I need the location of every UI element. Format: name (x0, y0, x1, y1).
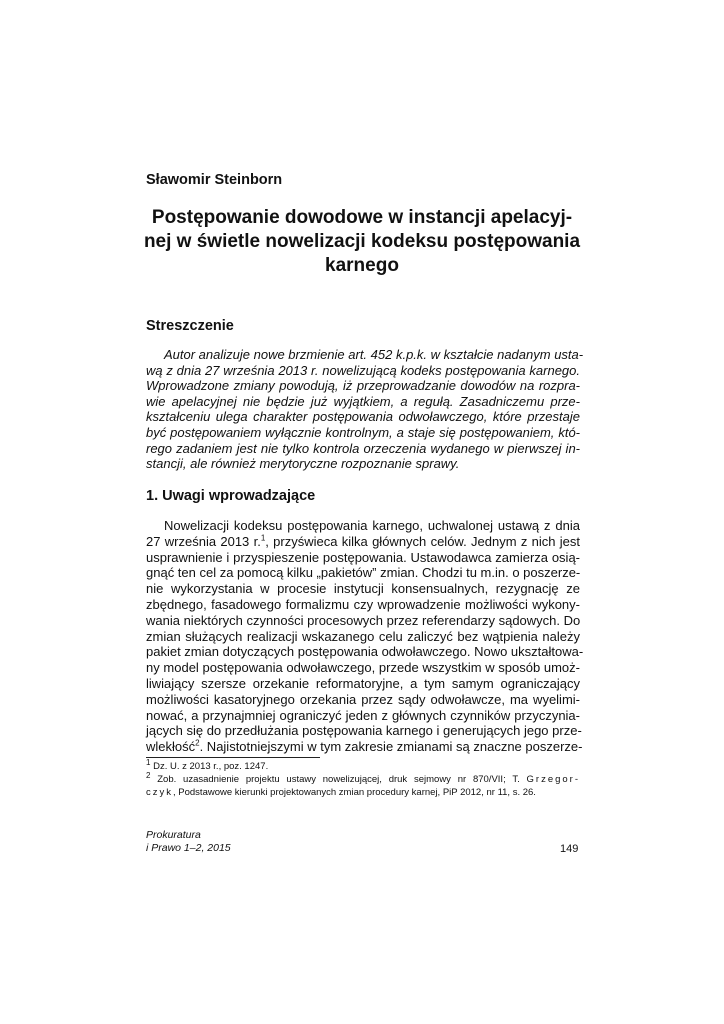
abstract-line: Autor analizuje nowe brzmienie art. 452 k.p.k. w kształcie nadanym usta- (164, 347, 584, 362)
footnote-line (146, 787, 580, 800)
body-line: zmian służących realizacji wskazanego celu zaliczyć bez wątpienia należy (146, 628, 580, 644)
title-line: nej w świetle nowelizacji kodeksu postępowania (143, 231, 581, 252)
body-line: wania niektórych czynności procesowych przez referendarzy sądowych. Do (146, 612, 581, 628)
body-line: jących się do przedłużania postępowania karnego i generujących jego prze- (146, 723, 582, 739)
abstract-line: wie apelacyjnej nie będzie już wyjątkiem, a regułą. Zasadniczemu prze- (146, 393, 580, 409)
footnote-line (146, 770, 580, 787)
abstract-line: kształceniu ulega charakter postępowania odwoławczego, które przestaje (146, 409, 580, 425)
footnote-author: Grzegor- (526, 774, 580, 785)
footnote-separator (146, 757, 320, 758)
journal-line: Prokuratura (146, 829, 201, 841)
abstract-line: Wprowadzone zmiany powodują, iż przeprowadzanie dowodów na rozpra- (146, 378, 580, 394)
abstract-line: być postępowaniem wyłącznie kontrolnym, a staje się postępowaniem, któ- (146, 424, 580, 440)
section-heading: 1. Uwagi wprowadzające (146, 488, 316, 504)
page-number: 149 (560, 843, 579, 855)
abstract-heading: Streszczenie (146, 318, 234, 334)
abstract-line: wą z dnia 27 września 2013 r. nowelizującą kodeks postępowania karnego. (146, 362, 580, 378)
footnote-text: Zob. uzasadnienie projektu ustawy nowelizującej, druk sejmowy nr 870/VII; T. (150, 774, 527, 785)
journal-name (146, 829, 231, 854)
body-line: Nowelizacji kodeksu postępowania karnego, uchwalonej ustawą z dnia (164, 518, 580, 533)
body-line: zbędnego, fasadowego formalizmu czy wprowadzenie możliwości wykony- (146, 596, 580, 612)
footnote-number: 1 (146, 757, 151, 767)
title-line: Postępowanie dowodowe w instancji apelacyj- (151, 207, 573, 228)
journal-line: i Prawo 1–2, 2015 (146, 841, 231, 854)
footnote-ref-1: 1 (260, 533, 266, 543)
footnote-author: czyk (146, 786, 173, 798)
body-line: gnąć ten cel za pomocą kilku „pakietów” zmian. Chodzi tu m.in. o poszerze- (146, 565, 581, 581)
body-line: liwiający szersze orzekanie reformatoryjne, a tym samym ograniczający (146, 675, 580, 691)
footnote-line (146, 757, 580, 774)
author-name: Sławomir Steinborn (146, 172, 283, 188)
footnote-ref-2: 2 (195, 738, 200, 748)
body-line (146, 738, 583, 755)
abstract-text (146, 347, 584, 472)
body-line: nie wykorzystania w procesie instytucji konsensualnych, rezygnację ze (146, 581, 580, 597)
body-text-run: 27 września 2013 r. (146, 533, 261, 549)
body-line: ny model postępowania odwoławczego, przede wszystkim w sposób umoż- (146, 660, 580, 676)
footnote-1 (146, 757, 580, 774)
footnote-number: 2 (146, 770, 151, 780)
footnote-text: Dz. U. z 2013 r., poz. 1247. (150, 761, 269, 772)
body-line: możliwości kasatoryjnego orzekania przez sądy odwoławcze, ma wyelimi- (146, 691, 580, 707)
body-line: usprawnienie i przyspieszenie postępowania. Ustawodawca zamierza osią- (146, 549, 580, 565)
body-line: pakiet zmian dotyczących postępowania odwoławczego. Nowo ukształtowa- (146, 644, 584, 660)
title-line: karnego (325, 255, 399, 276)
abstract-line: rego zadaniem jest nie tylko kontrola orzeczenia wydanego w pierwszej in- (146, 440, 580, 456)
body-line: nować, a przynajmniej ograniczyć jeden z głównych czynników przyczynia- (146, 707, 580, 723)
body-line (146, 534, 580, 550)
body-text-run: . Najistotniejszymi w tym zakresie zmianami są znaczne poszerze- (199, 739, 583, 755)
footnote-text: , Podstawowe kierunki projektowanych zmian procedury karnej, PiP 2012, nr 11, s. 26. (173, 786, 536, 798)
body-text (146, 518, 584, 755)
body-text-run: wlekłość (146, 739, 196, 755)
article-title (128, 206, 596, 278)
body-text-run: , przyświeca kilka głównych celów. Jednym z nich jest (265, 533, 581, 549)
abstract-line: stancji, ale również merytoryczne rozpoznanie sprawy. (146, 456, 460, 472)
footnote-2 (146, 770, 580, 799)
